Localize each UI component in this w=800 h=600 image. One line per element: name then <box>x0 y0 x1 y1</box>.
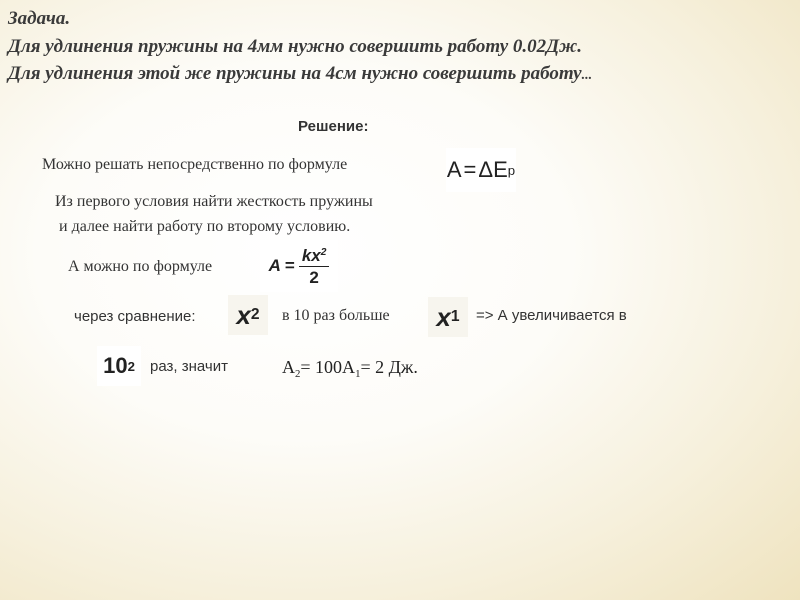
task-heading: Задача. <box>8 8 71 29</box>
solution-title: Решение: <box>298 118 369 135</box>
formula2-num-base: kx <box>301 245 321 265</box>
formula2-denominator: 2 <box>309 267 319 287</box>
x1-symbol <box>428 297 468 337</box>
result-equation <box>282 357 418 380</box>
ten-squared <box>97 346 141 386</box>
x2-base: x <box>236 299 251 330</box>
task-line-2-ellipsis: ... <box>581 68 593 83</box>
formula2-num-exp: 2 <box>320 246 327 258</box>
task-line-2-text: Для удлинения этой же пружины на 4см нужно совершить работу <box>8 63 582 84</box>
times-text: в 10 раз больше <box>282 307 390 324</box>
formula2-fraction <box>299 247 330 286</box>
x2-sub: 2 <box>250 306 260 323</box>
comparison-text: через сравнение: <box>74 308 196 325</box>
x1-sub: 1 <box>450 308 460 325</box>
formula2-op: = <box>284 256 295 275</box>
stiffness-line-1: Из первого условия найти жесткость пружины <box>55 193 373 210</box>
result-a1-sub: 1 <box>355 367 361 380</box>
task-line-2 <box>8 63 592 85</box>
formula-work-energy <box>446 148 516 192</box>
alt-formula-text: А можно по формуле <box>68 258 213 275</box>
direct-formula-text: Можно решать непосредственно по формуле <box>42 156 348 173</box>
formula1-lhs: A <box>446 157 462 182</box>
ten-sq-base: 10 <box>103 353 128 378</box>
result-tail: = 2 Дж. <box>360 357 418 377</box>
increase-text: => А увеличивается в <box>476 307 627 324</box>
x2-symbol <box>228 295 268 335</box>
formula1-delta: ΔE <box>478 157 508 182</box>
task-line-1: Для удлинения пружины на 4мм нужно совершить работу 0.02Дж. <box>8 36 582 57</box>
x1-base: x <box>436 301 451 332</box>
formula-spring-energy <box>260 240 338 292</box>
stiffness-line-2: и далее найти работу по второму условию. <box>59 218 351 235</box>
result-eq-text: = 100А <box>300 357 356 377</box>
formula2-numerator <box>299 247 330 267</box>
formula2-lhs: A <box>268 256 281 275</box>
result-a2: А <box>282 357 295 377</box>
times-so-text: раз, значит <box>150 358 228 375</box>
formula1-op: = <box>463 157 477 182</box>
result-a2-sub: 2 <box>295 367 301 380</box>
formula1-sub: p <box>507 162 516 178</box>
ten-sq-exp: 2 <box>127 358 135 374</box>
